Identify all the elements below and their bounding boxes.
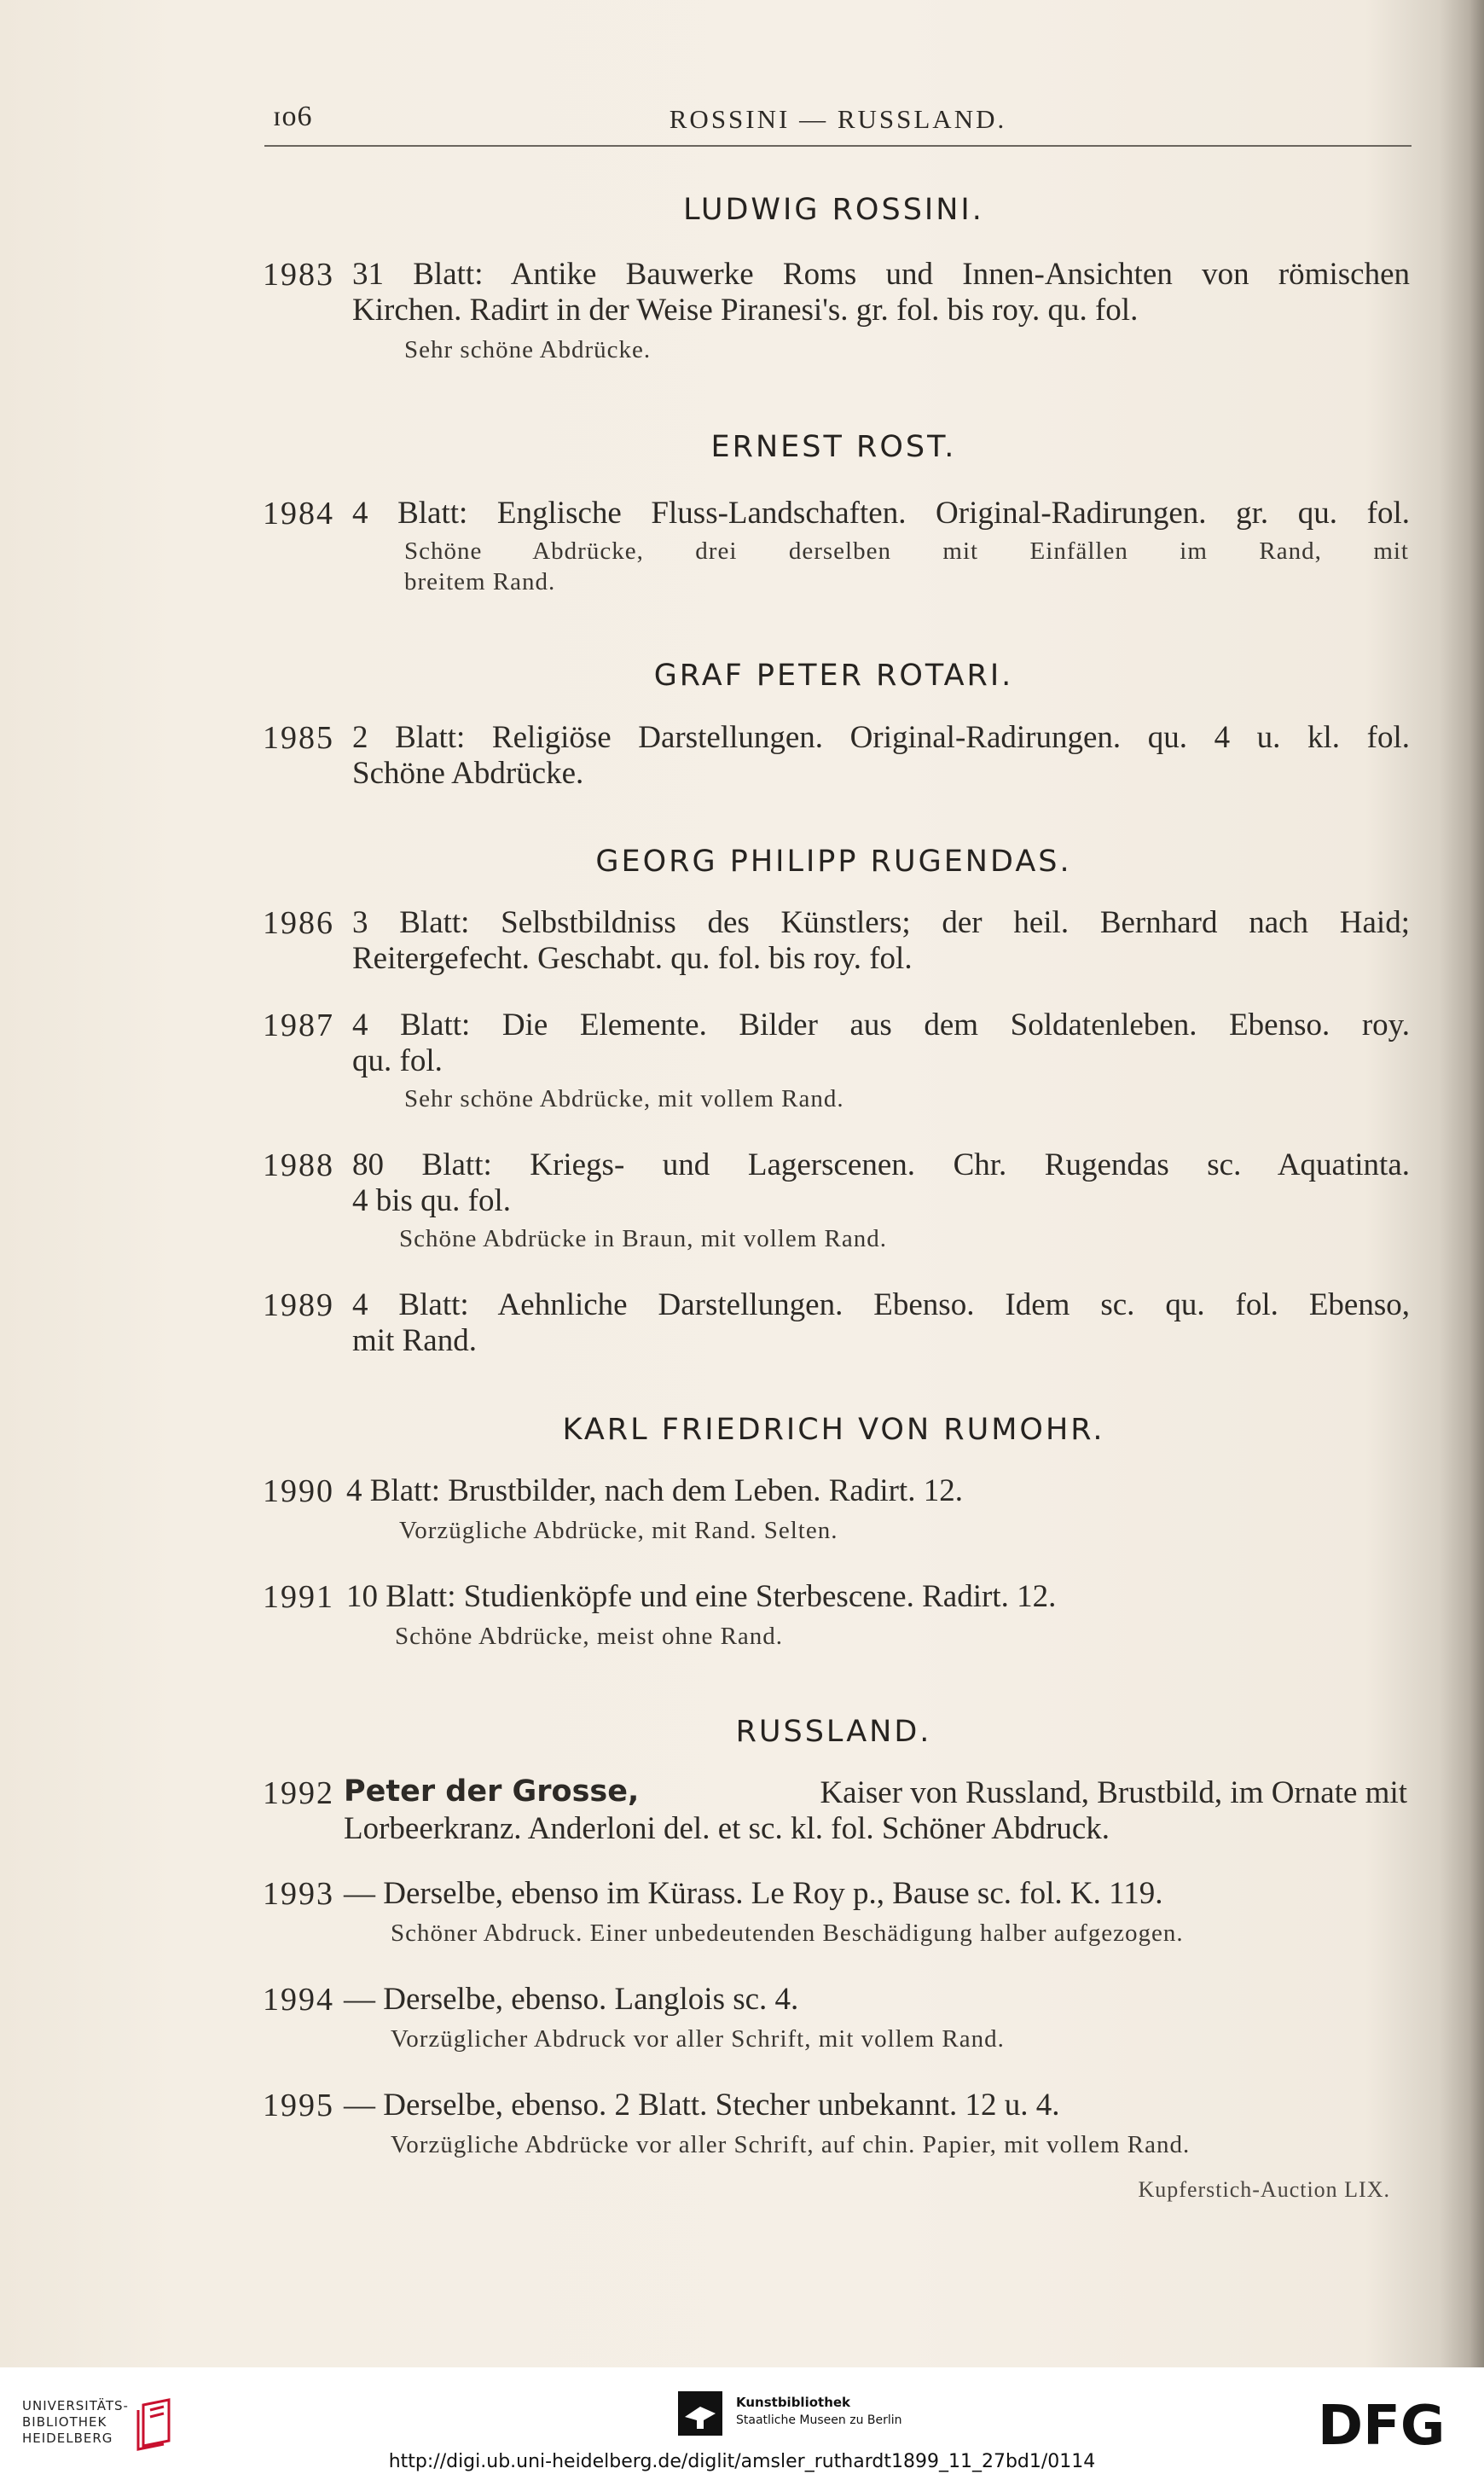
entry-note: breitem Rand.	[404, 568, 556, 595]
entry-number: 1992	[263, 1775, 334, 1811]
portrait-subject: Peter der Grosse,	[344, 1774, 640, 1809]
entry-number: 1993	[263, 1876, 334, 1912]
entry-text: 80 Blatt: Kriegs- und Lagerscenen. Chr. Rugendas sc. Aquatinta.	[352, 1147, 1410, 1182]
logo-line: UNIVERSITÄTS-	[22, 2398, 129, 2413]
entry-text: 10 Blatt: Studienköpfe und eine Sterbescene. Radirt. 12.	[346, 1579, 1057, 1614]
entry-number: 1988	[263, 1147, 334, 1183]
artist-heading: LUDWIG ROSSINI.	[683, 193, 984, 227]
artist-heading: ERNEST ROST.	[710, 430, 957, 464]
logo-line: BIBLIOTHEK	[22, 2414, 107, 2430]
header-rule	[264, 145, 1412, 147]
entry-number: 1986	[263, 905, 334, 941]
entry-text: 4 bis qu. fol.	[352, 1183, 512, 1218]
entry-note: Vorzügliche Abdrücke, mit Rand. Selten.	[399, 1517, 838, 1544]
kunstbibliothek-subtitle: Staatliche Museen zu Berlin	[736, 2413, 902, 2427]
entry-text: Schöne Abdrücke.	[352, 756, 584, 791]
entry-text: 4 Blatt: Aehnliche Darstellungen. Ebenso. Idem sc. qu. fol. Ebenso,	[352, 1287, 1410, 1322]
university-library-logo[interactable]	[22, 2398, 184, 2458]
entry-text: 4 Blatt: Brustbilder, nach dem Leben. Radirt. 12.	[346, 1473, 963, 1508]
entry-number: 1994	[263, 1982, 334, 2018]
entry-text: 3 Blatt: Selbstbildniss des Künstlers; der heil. Bernhard nach Haid;	[352, 905, 1410, 940]
entry-text	[344, 1774, 1407, 1811]
entry-number: 1989	[263, 1287, 334, 1323]
entry-note: Schöne Abdrücke in Braun, mit vollem Rand.	[399, 1225, 887, 1252]
entry-text: 4 Blatt: Englische Fluss-Landschaften. Original-Radirungen. gr. qu. fol.	[352, 496, 1410, 531]
entry-note: Schöner Abdruck. Einer unbedeutenden Beschädigung halber aufgezogen.	[391, 1920, 1184, 1947]
entry-number: 1984	[263, 496, 334, 531]
entry-text-remainder: Kaiser von Russland, Brustbild, im Ornate mit	[820, 1775, 1407, 1810]
artist-heading: GRAF PETER ROTARI.	[653, 659, 1014, 693]
logo-line: HEIDELBERG	[22, 2431, 113, 2446]
artist-heading: RUSSLAND.	[735, 1715, 932, 1749]
entry-number: 1991	[263, 1579, 334, 1615]
entry-note: Sehr schöne Abdrücke, mit vollem Rand.	[404, 1085, 844, 1112]
entry-text: — Derselbe, ebenso im Kürass. Le Roy p., Bause sc. fol. K. 119.	[344, 1876, 1163, 1911]
dfg-logo[interactable]	[1318, 2398, 1463, 2449]
running-head	[264, 101, 1412, 138]
entry-text: 2 Blatt: Religiöse Darstellungen. Original-Radirungen. qu. 4 u. kl. fol.	[352, 720, 1410, 755]
kunstbibliothek-name: Kunstbibliothek	[736, 2395, 851, 2410]
entry-text: 4 Blatt: Die Elemente. Bilder aus dem Soldatenleben. Ebenso. roy.	[352, 1008, 1410, 1043]
artist-heading: KARL FRIEDRICH VON RUMOHR.	[562, 1413, 1105, 1447]
entry-text: 31 Blatt: Antike Bauwerke Roms und Innen-Ansichten von römischen	[352, 257, 1410, 292]
auction-footer-note: Kupferstich-Auction LIX.	[1138, 2177, 1390, 2202]
entry-note: Vorzügliche Abdrücke vor aller Schrift, auf chin. Papier, mit vollem Rand.	[391, 2131, 1191, 2158]
entry-number: 1983	[263, 257, 334, 293]
entry-note: Sehr schöne Abdrücke.	[404, 336, 652, 363]
page-number: ɪo6	[273, 101, 313, 132]
permalink-url[interactable]: http://digi.ub.uni-heidelberg.de/diglit/amsler_ruthardt1899_11_27bd1/0114	[388, 2451, 1096, 2472]
entry-text: — Derselbe, ebenso. 2 Blatt. Stecher unbekannt. 12 u. 4.	[344, 2088, 1060, 2123]
entry-note: Schöne Abdrücke, meist ohne Rand.	[395, 1623, 784, 1650]
entry-note: Vorzüglicher Abdruck vor aller Schrift, mit vollem Rand.	[391, 2025, 1005, 2053]
entry-text: mit Rand.	[352, 1323, 477, 1358]
entry-note: Schöne Abdrücke, drei derselben mit Einfällen im Rand, mit	[404, 537, 1409, 565]
university-library-name	[22, 2398, 129, 2447]
entry-number: 1985	[263, 720, 334, 756]
library-emblem-icon	[135, 2398, 181, 2451]
entry-text: Kirchen. Radirt in der Weise Piranesi's. gr. fol. bis roy. qu. fol.	[352, 293, 1139, 328]
entry-text: — Derselbe, ebenso. Langlois sc. 4.	[344, 1982, 799, 2017]
kunstbibliothek-logo[interactable]	[678, 2391, 959, 2442]
entry-text: qu. fol.	[352, 1043, 443, 1078]
entry-number: 1987	[263, 1008, 334, 1043]
entry-text: Reitergefecht. Geschabt. qu. fol. bis roy. fol.	[352, 941, 913, 976]
kunstbibliothek-emblem-icon	[678, 2391, 722, 2436]
entry-number: 1995	[263, 2088, 334, 2123]
entry-text: Lorbeerkranz. Anderloni del. et sc. kl. fol. Schöner Abdruck.	[344, 1811, 1110, 1846]
dfg-logo-text: DFG	[1318, 2398, 1446, 2449]
viewer-bottom-bar	[0, 2367, 1484, 2480]
running-title: ROSSINI — RUSSLAND.	[669, 104, 1007, 134]
artist-heading: GEORG PHILIPP RUGENDAS.	[595, 845, 1072, 879]
entry-number: 1990	[263, 1473, 334, 1509]
